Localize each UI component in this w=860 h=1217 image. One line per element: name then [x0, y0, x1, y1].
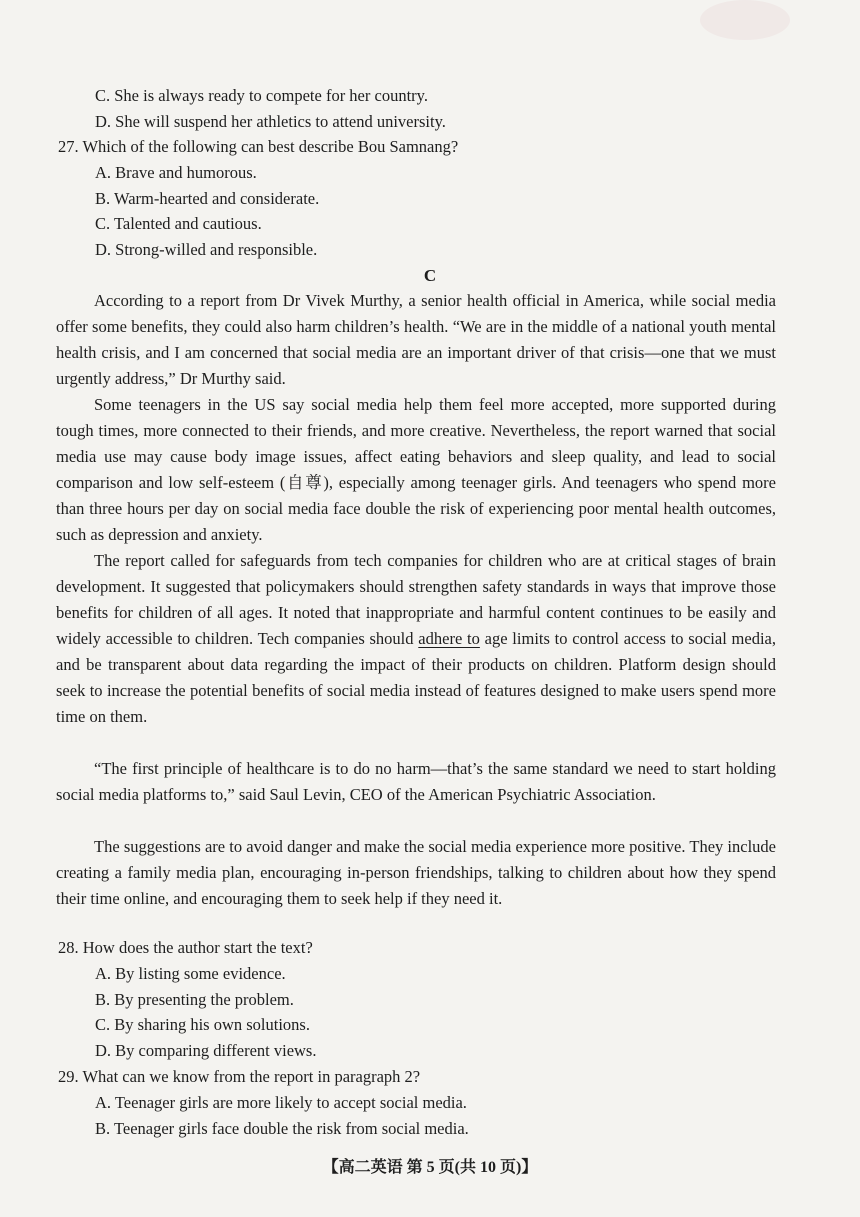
option-27-b: B. Warm-hearted and considerate.	[95, 189, 320, 208]
option-28-a: A. By listing some evidence.	[95, 964, 286, 983]
passage-paragraph-1: According to a report from Dr Vivek Murthy, a senior health official in America, while social media offer some benefits, they could also harm children’s health. “We are in the middle of a national youth mental health crisis, and I am concerned that social media are an important driver of that crisis—one that we must urgently address,” Dr Murthy said.	[56, 291, 776, 388]
option-28-d: D. By comparing different views.	[95, 1041, 317, 1060]
question-29: 29. What can we know from the report in paragraph 2?	[58, 1067, 421, 1086]
paragraph-3-text-a: The report called for safeguards from tech companies for children who are at critical stages of brain development. It suggested that policymakers should strengthen safety standards in ways that improve those benefits for children of all ages. It noted that inappropriate and harmful content continues to be easily and widely accessible to children. Tech companies should	[56, 551, 776, 648]
passage-paragraph-2: Some teenagers in the US say social media help them feel more accepted, more supported during tough times, more connected to their friends, and more creative. Nevertheless, the report warned that social media use may cause body image issues, affect eating behaviors and sleep quality, and lead to social comparison and low self-esteem (自尊), especially among teenager girls. And teenagers who spend more than three hours per day on social media face double the risk of experiencing poor mental health outcomes, such as depression and anxiety.	[56, 395, 776, 544]
paper-blemish	[700, 0, 790, 40]
page-footer: 【高二英语 第 5 页(共 10 页)】	[322, 1159, 538, 1176]
passage-paragraph-5: The suggestions are to avoid danger and make the social media experience more positive. They include creating a family media plan, encouraging in-person friendships, talking to children about how they spend their time online, and encouraging them to seek help if they need it.	[56, 837, 776, 908]
section-heading: C	[423, 266, 437, 285]
option-29-b: B. Teenager girls face double the risk from social media.	[95, 1119, 469, 1138]
passage-paragraph-4: “The first principle of healthcare is to do no harm—that’s the same standard we need to start holding social media platforms to,” said Saul Levin, CEO of the American Psychiatric Association.	[56, 759, 776, 804]
option-29-a: A. Teenager girls are more likely to accept social media.	[95, 1093, 467, 1112]
question-28: 28. How does the author start the text?	[58, 938, 313, 957]
underlined-phrase: adhere to	[418, 629, 480, 648]
option-28-c: C. By sharing his own solutions.	[95, 1015, 310, 1034]
paragraph-3-text-b: age limits to control access to social media, and be transparent about data regarding the impact of their products on children. Platform design should seek to increase the potential benefits of social media instead of features designed to make users spend more time on them.	[56, 629, 776, 726]
question-27: 27. Which of the following can best describe Bou Samnang?	[58, 137, 459, 156]
option-27-a: A. Brave and humorous.	[95, 163, 257, 182]
option-27-c: C. Talented and cautious.	[95, 214, 262, 233]
passage-paragraph-3	[56, 548, 776, 730]
option-28-b: B. By presenting the problem.	[95, 990, 294, 1009]
option-27-d: D. Strong-willed and responsible.	[95, 240, 318, 259]
option-26-d: D. She will suspend her athletics to attend university.	[95, 112, 446, 131]
option-26-c: C. She is always ready to compete for her country.	[95, 86, 428, 105]
